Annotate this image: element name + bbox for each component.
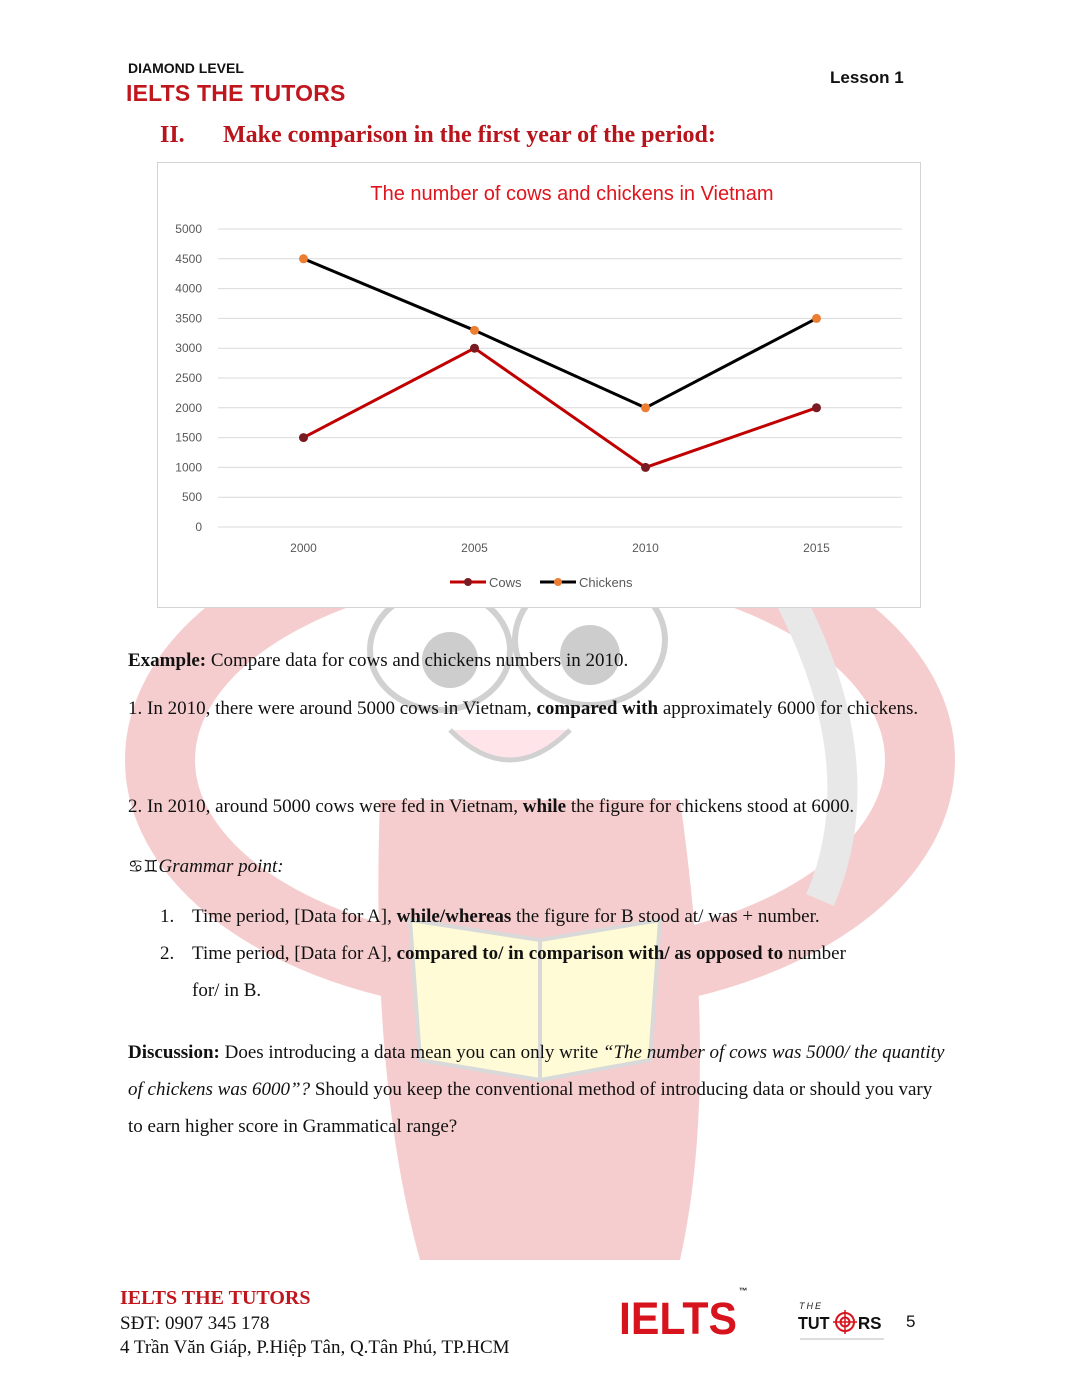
line-chart	[157, 162, 921, 608]
example-paragraph	[128, 642, 628, 679]
x-tick-label: 2015	[803, 541, 830, 555]
y-tick-label: 0	[195, 520, 202, 534]
sentence-2-bold: while	[522, 796, 567, 817]
grammar-item-1-post: the figure for B stood at/ was + number.	[511, 906, 820, 927]
the-tutors-logo	[798, 1299, 888, 1349]
chart-svg	[158, 163, 922, 609]
grammar-symbol-icon: ♋♊	[128, 857, 159, 877]
grammar-item-2-pre: Time period, [Data for A],	[192, 943, 397, 964]
example-text: Compare data for cows and chickens numbers in 2010.	[206, 650, 629, 671]
grammar-item-2-post: number	[783, 943, 846, 964]
y-tick-label: 3500	[175, 311, 202, 326]
cows-point	[641, 463, 650, 472]
x-tick-label: 2000	[290, 541, 317, 555]
section-title: Make comparison in the first year of the period:	[223, 122, 716, 148]
footer-address: 4 Trần Văn Giáp, P.Hiệp Tân, Q.Tân Phú, TP.HCM	[120, 1337, 510, 1358]
y-tick-label: 3000	[175, 341, 202, 356]
grammar-item-2	[160, 935, 940, 972]
chickens-series-line	[304, 259, 817, 408]
sentence-1-pre: 1. In 2010, there were around 5000 cows in Vietnam,	[128, 698, 537, 719]
cows-point	[812, 403, 821, 412]
chickens-point	[641, 403, 650, 412]
target-icon	[833, 1310, 857, 1334]
tutors-logo-left: TUT	[798, 1313, 830, 1334]
discussion-pre: Does introducing a data mean you can only write	[219, 1042, 603, 1063]
sentence-1-post: approximately 6000 for chickens.	[658, 698, 919, 719]
discussion-paragraph	[128, 1034, 948, 1145]
sentence-2	[128, 788, 854, 825]
chart-title: The number of cows and chickens in Vietnam	[370, 183, 774, 205]
sentence-2-pre: 2. In 2010, around 5000 cows were fed in Vietnam,	[128, 796, 523, 817]
y-tick-label: 2000	[175, 400, 202, 415]
tutors-logo-top: THE	[799, 1301, 823, 1311]
section-heading	[160, 122, 716, 149]
y-tick-label: 1500	[175, 430, 202, 445]
discussion-quote: “The number of cows was 5000/ the quantity of chickens was 6000”?	[128, 1042, 945, 1100]
y-tick-label: 4500	[175, 251, 202, 266]
chickens-point	[299, 254, 308, 263]
y-tick-label: 2500	[175, 371, 202, 385]
y-tick-label: 500	[181, 490, 202, 505]
discussion-post: Should you keep the conventional method of introducing data or should you vary to earn higher score in Grammatical range?	[128, 1079, 933, 1137]
grammar-item-2-number: 2.	[160, 943, 175, 964]
cows-point	[299, 433, 308, 442]
tutors-logo-right: RS	[857, 1312, 882, 1334]
footer-phone: SĐT: 0907 345 178	[120, 1313, 270, 1334]
x-tick-label: 2010	[632, 541, 659, 555]
section-number: II.	[160, 122, 185, 148]
grammar-item-1	[160, 898, 820, 935]
header-level: DIAMOND LEVEL	[128, 60, 244, 76]
y-tick-label: 4000	[175, 281, 202, 296]
footer-brand: IELTS THE TUTORS	[120, 1287, 311, 1309]
discussion-label: Discussion:	[128, 1042, 220, 1063]
cows-legend-label: Cows	[489, 575, 522, 590]
grammar-item-1-bold: while/whereas	[396, 906, 512, 927]
sentence-1-bold: compared with	[536, 698, 659, 719]
ielts-logo	[619, 1286, 748, 1345]
grammar-item-1-number: 1.	[160, 906, 175, 927]
chickens-legend-label: Chickens	[579, 575, 633, 590]
y-tick-label: 1000	[175, 460, 202, 475]
x-tick-label: 2005	[461, 541, 488, 555]
cows-point	[470, 344, 479, 353]
example-label: Example:	[128, 650, 207, 671]
sentence-1	[128, 690, 954, 727]
header-lesson: Lesson 1	[830, 68, 904, 87]
ielts-logo-text: IELTS	[619, 1293, 737, 1344]
grammar-label: Grammar point:	[158, 856, 284, 877]
cows-legend-marker	[464, 578, 472, 586]
ielts-logo-tm: ™	[738, 1286, 748, 1296]
grammar-point-heading	[128, 848, 284, 886]
grammar-item-1-pre: Time period, [Data for A],	[192, 906, 397, 927]
y-tick-label: 5000	[175, 222, 202, 236]
sentence-2-post: the figure for chickens stood at 6000.	[566, 796, 855, 817]
header-brand: IELTS THE TUTORS	[126, 80, 346, 106]
chickens-point	[470, 326, 479, 335]
grammar-item-2-continuation: for/ in B.	[192, 980, 262, 1001]
page-number: 5	[906, 1312, 916, 1331]
chickens-point	[812, 314, 821, 323]
grammar-item-2-bold: compared to/ in comparison with/ as opposed to	[396, 943, 784, 964]
chickens-legend-marker	[554, 578, 562, 586]
